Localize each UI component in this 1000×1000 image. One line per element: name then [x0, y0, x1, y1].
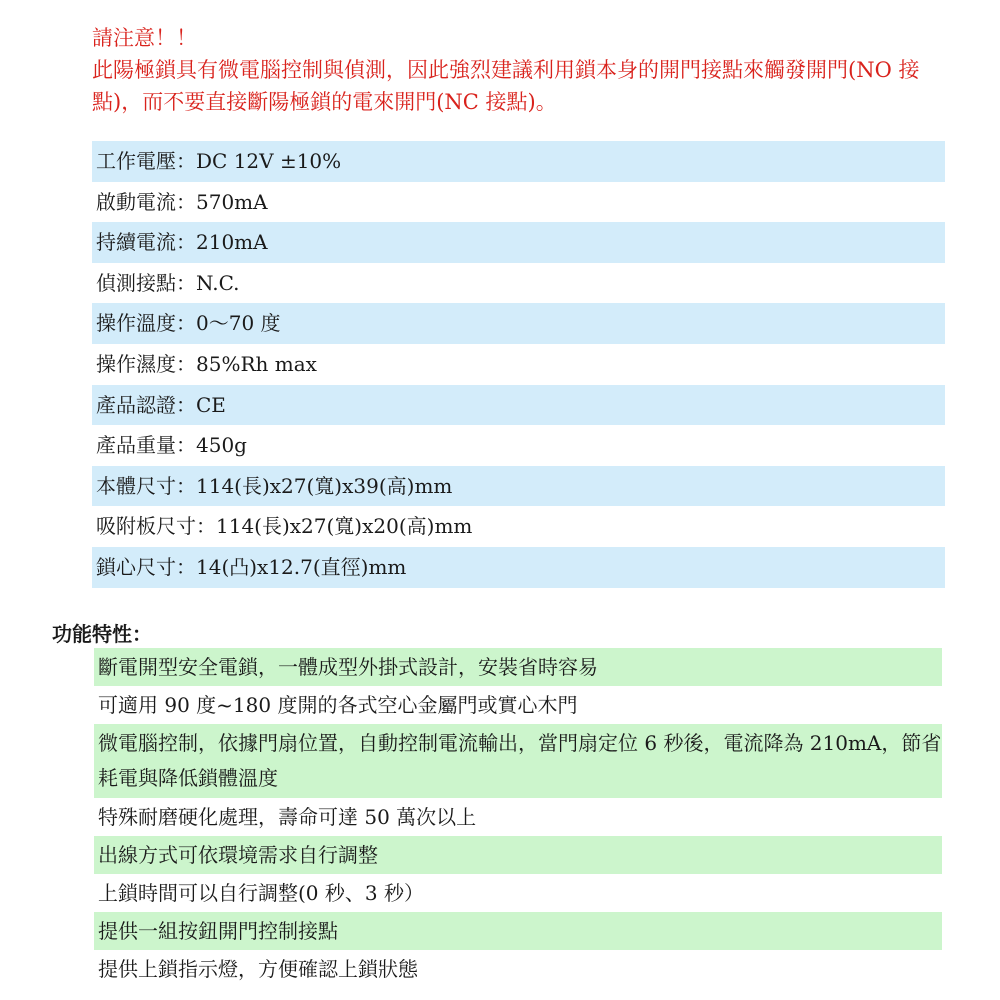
spec-row: 本體尺寸：114(長)x27(寬)x39(高)mm [92, 466, 945, 507]
feature-item: 上鎖時間可以自行調整(0 秒、3 秒） [98, 881, 424, 905]
notice-heading: 請注意！！ [92, 26, 197, 50]
notice-body: 此陽極鎖具有微電腦控制與偵測，因此強烈建議利用鎖本身的開門接點來觸發開門(NO 接點)，而不要直接斷陽極鎖的電來開門(NC 接點)。 [92, 58, 920, 114]
spec-row: 啟動電流：570mA [96, 189, 268, 214]
feature-item: 提供上鎖指示燈，方便確認上鎖狀態 [98, 957, 418, 981]
spec-row: 產品重量：450g [96, 433, 247, 458]
feature-item: 提供一組按鈕開門控制接點 [94, 912, 942, 950]
spec-row: 操作濕度：85%Rh max [96, 351, 317, 376]
feature-list [94, 648, 942, 988]
feature-item: 特殊耐磨硬化處理，壽命可達 50 萬次以上 [98, 805, 477, 829]
feature-item: 微電腦控制，依據門扇位置，自動控制電流輸出，當門扇定位 6 秒後，電流降為 210mA，節省耗電與降低鎖體溫度 [94, 724, 942, 798]
spec-row: 鎖心尺寸：14(凸)x12.7(直徑)mm [92, 547, 945, 588]
feature-item: 可適用 90 度~180 度開的各式空心金屬門或實心木門 [98, 693, 578, 717]
feature-item: 斷電開型安全電鎖，一體成型外掛式設計，安裝省時容易 [94, 648, 942, 686]
features-title: 功能特性： [52, 622, 152, 646]
spec-row: 吸附板尺寸：114(長)x27(寬)x20(高)mm [96, 514, 473, 539]
spec-row: 持續電流：210mA [92, 222, 945, 263]
notice-block [92, 22, 952, 118]
spec-row: 操作溫度：0～70 度 [92, 303, 945, 344]
spec-row: 產品認證：CE [92, 385, 945, 426]
feature-item: 出線方式可依環境需求自行調整 [94, 836, 942, 874]
spec-row: 偵測接點：N.C. [96, 270, 240, 295]
spec-row: 工作電壓：DC 12V ±10% [92, 141, 945, 182]
spec-table [92, 141, 945, 588]
